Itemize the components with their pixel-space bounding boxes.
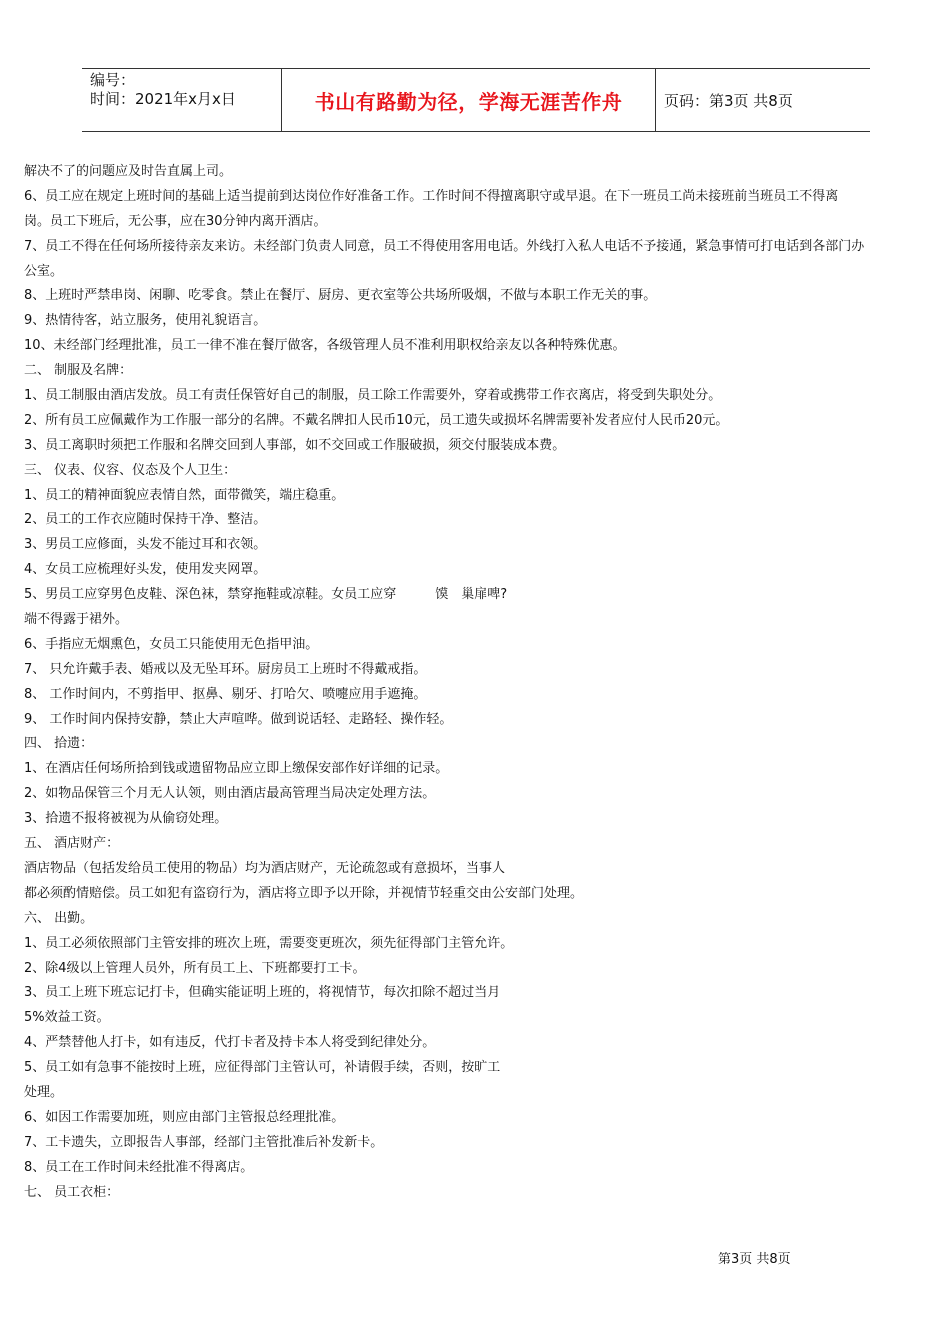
text-line: 3、男员工应修面，头发不能过耳和衣领。 — [24, 537, 267, 553]
text-line: 二、 制服及名牌： — [24, 363, 133, 379]
text-line: 8、 工作时间内，不剪指甲、抠鼻、剔牙、打哈欠、喷嚏应用手遮掩。 — [24, 686, 427, 702]
text-line: 岗。员工下班后，无公事，应在30分钟内离开酒店。 — [24, 213, 327, 229]
text-line: 5、员工如有急事不能按时上班，应征得部门主管认可，补请假手续，否则，按旷工 — [24, 1060, 501, 1076]
document-number-label: 编号： — [90, 71, 136, 89]
text-line: 6、手指应无烟熏色，女员工只能使用无色指甲油。 — [24, 636, 319, 652]
text-line: 1、员工制服由酒店发放。员工有责任保管好自己的制服，员工除工作需要外，穿着或携带工作衣离店，将受到失职处分。 — [24, 388, 722, 404]
text-line: 4、严禁替他人打卡，如有违反，代打卡者及持卡本人将受到纪律处分。 — [24, 1035, 436, 1051]
document-body — [24, 160, 929, 1205]
text-line: 5、男员工应穿男色皮鞋、深色袜，禁穿拖鞋或凉鞋。女员工应穿 馍 巢扉啤? — [24, 587, 508, 603]
text-line: 2、所有员工应佩戴作为工作服一部分的名牌。不戴名牌扣人民币10元，员工遗失或损坏名牌需要补发者应付人民币20元。 — [24, 412, 729, 428]
text-line: 五、 酒店财产： — [24, 836, 120, 852]
document-time-label: 时间：2021年x月x日 — [90, 90, 236, 108]
text-line: 端不得露于裙外。 — [24, 612, 129, 628]
text-line: 6、员工应在规定上班时间的基础上适当提前到达岗位作好准备工作。工作时间不得擅离职守或早退。在下一班员工尚未接班前当班员工不得离 — [24, 188, 839, 204]
text-line: 8、员工在工作时间未经批准不得离店。 — [24, 1159, 254, 1175]
text-line: 四、 拾遗： — [24, 736, 94, 752]
text-line: 七、 员工衣柜： — [24, 1184, 120, 1200]
text-line: 1、员工必须依照部门主管安排的班次上班，需要变更班次，须先征得部门主管允许。 — [24, 935, 514, 951]
text-line: 2、除4级以上管理人员外，所有员工上、下班都要打工卡。 — [24, 960, 366, 976]
text-line: 7、员工不得在任何场所接待亲友来访。未经部门负责人同意，员工不得使用客用电话。外线打入私人电话不予接通，紧急事情可打电话到各部门办 — [24, 238, 865, 254]
header-motto: 书山有路勤为径，学海无涯苦作舟 — [314, 89, 623, 114]
text-line: 1、在酒店任何场所拾到钱或遗留物品应立即上缴保安部作好详细的记录。 — [24, 761, 449, 777]
page-header — [82, 68, 870, 132]
text-line: 3、拾遗不报将被视为从偷窃处理。 — [24, 811, 228, 827]
text-line: 4、女员工应梳理好头发，使用发夹网罩。 — [24, 562, 267, 578]
header-page-info: 页码：第3页 共8页 — [664, 91, 793, 110]
text-line: 2、员工的工作衣应随时保持干净、整洁。 — [24, 512, 267, 528]
text-line: 1、员工的精神面貌应表情自然，面带微笑，端庄稳重。 — [24, 487, 345, 503]
text-line: 10、未经部门经理批准，员工一律不准在餐厅做客，各级管理人员不准利用职权给亲友以各种特殊优惠。 — [24, 338, 626, 354]
text-line: 公室。 — [24, 263, 64, 279]
text-line: 9、热情待客，站立服务，使用礼貌语言。 — [24, 313, 267, 329]
text-line: 3、员工离职时须把工作服和名牌交回到人事部，如不交回或工作服破损，须交付服装成本费。 — [24, 437, 566, 453]
text-line: 三、 仪表、仪容、仪态及个人卫生： — [24, 462, 237, 478]
text-line: 6、如因工作需要加班，则应由部门主管报总经理批准。 — [24, 1109, 345, 1125]
text-line: 解决不了的问题应及时告直属上司。 — [24, 164, 233, 179]
text-line: 处理。 — [24, 1084, 64, 1100]
text-line: 9、 工作时间内保持安静，禁止大声喧哗。做到说话轻、走路轻、操作轻。 — [24, 711, 453, 727]
text-line: 8、上班时严禁串岗、闲聊、吃零食。禁止在餐厅、厨房、更衣室等公共场所吸烟，不做与本职工作无关的事。 — [24, 288, 657, 304]
text-line: 酒店物品（包括发给员工使用的物品）均为酒店财产，无论疏忽或有意损坏，当事人 — [24, 860, 506, 876]
text-line: 2、如物品保管三个月无人认领，则由酒店最高管理当局决定处理方法。 — [24, 786, 436, 802]
text-line: 7、工卡遗失，立即报告人事部，经部门主管批准后补发新卡。 — [24, 1134, 384, 1150]
text-line: 六、 出勤。 — [24, 910, 94, 926]
header-meta — [90, 71, 280, 109]
text-line: 5%效益工资。 — [24, 1010, 110, 1026]
text-line: 7、 只允许戴手表、婚戒以及无坠耳环。厨房员工上班时不得戴戒指。 — [24, 661, 427, 677]
header-divider-right — [655, 69, 656, 131]
text-line: 3、员工上班下班忘记打卡，但确实能证明上班的，将视情节，每次扣除不超过当月 — [24, 985, 501, 1001]
text-line: 都必须酌情赔偿。员工如犯有盗窃行为，酒店将立即予以开除，并视情节轻重交由公安部门处理。 — [24, 885, 584, 901]
page-footer: 第3页 共8页 — [718, 1252, 791, 1267]
